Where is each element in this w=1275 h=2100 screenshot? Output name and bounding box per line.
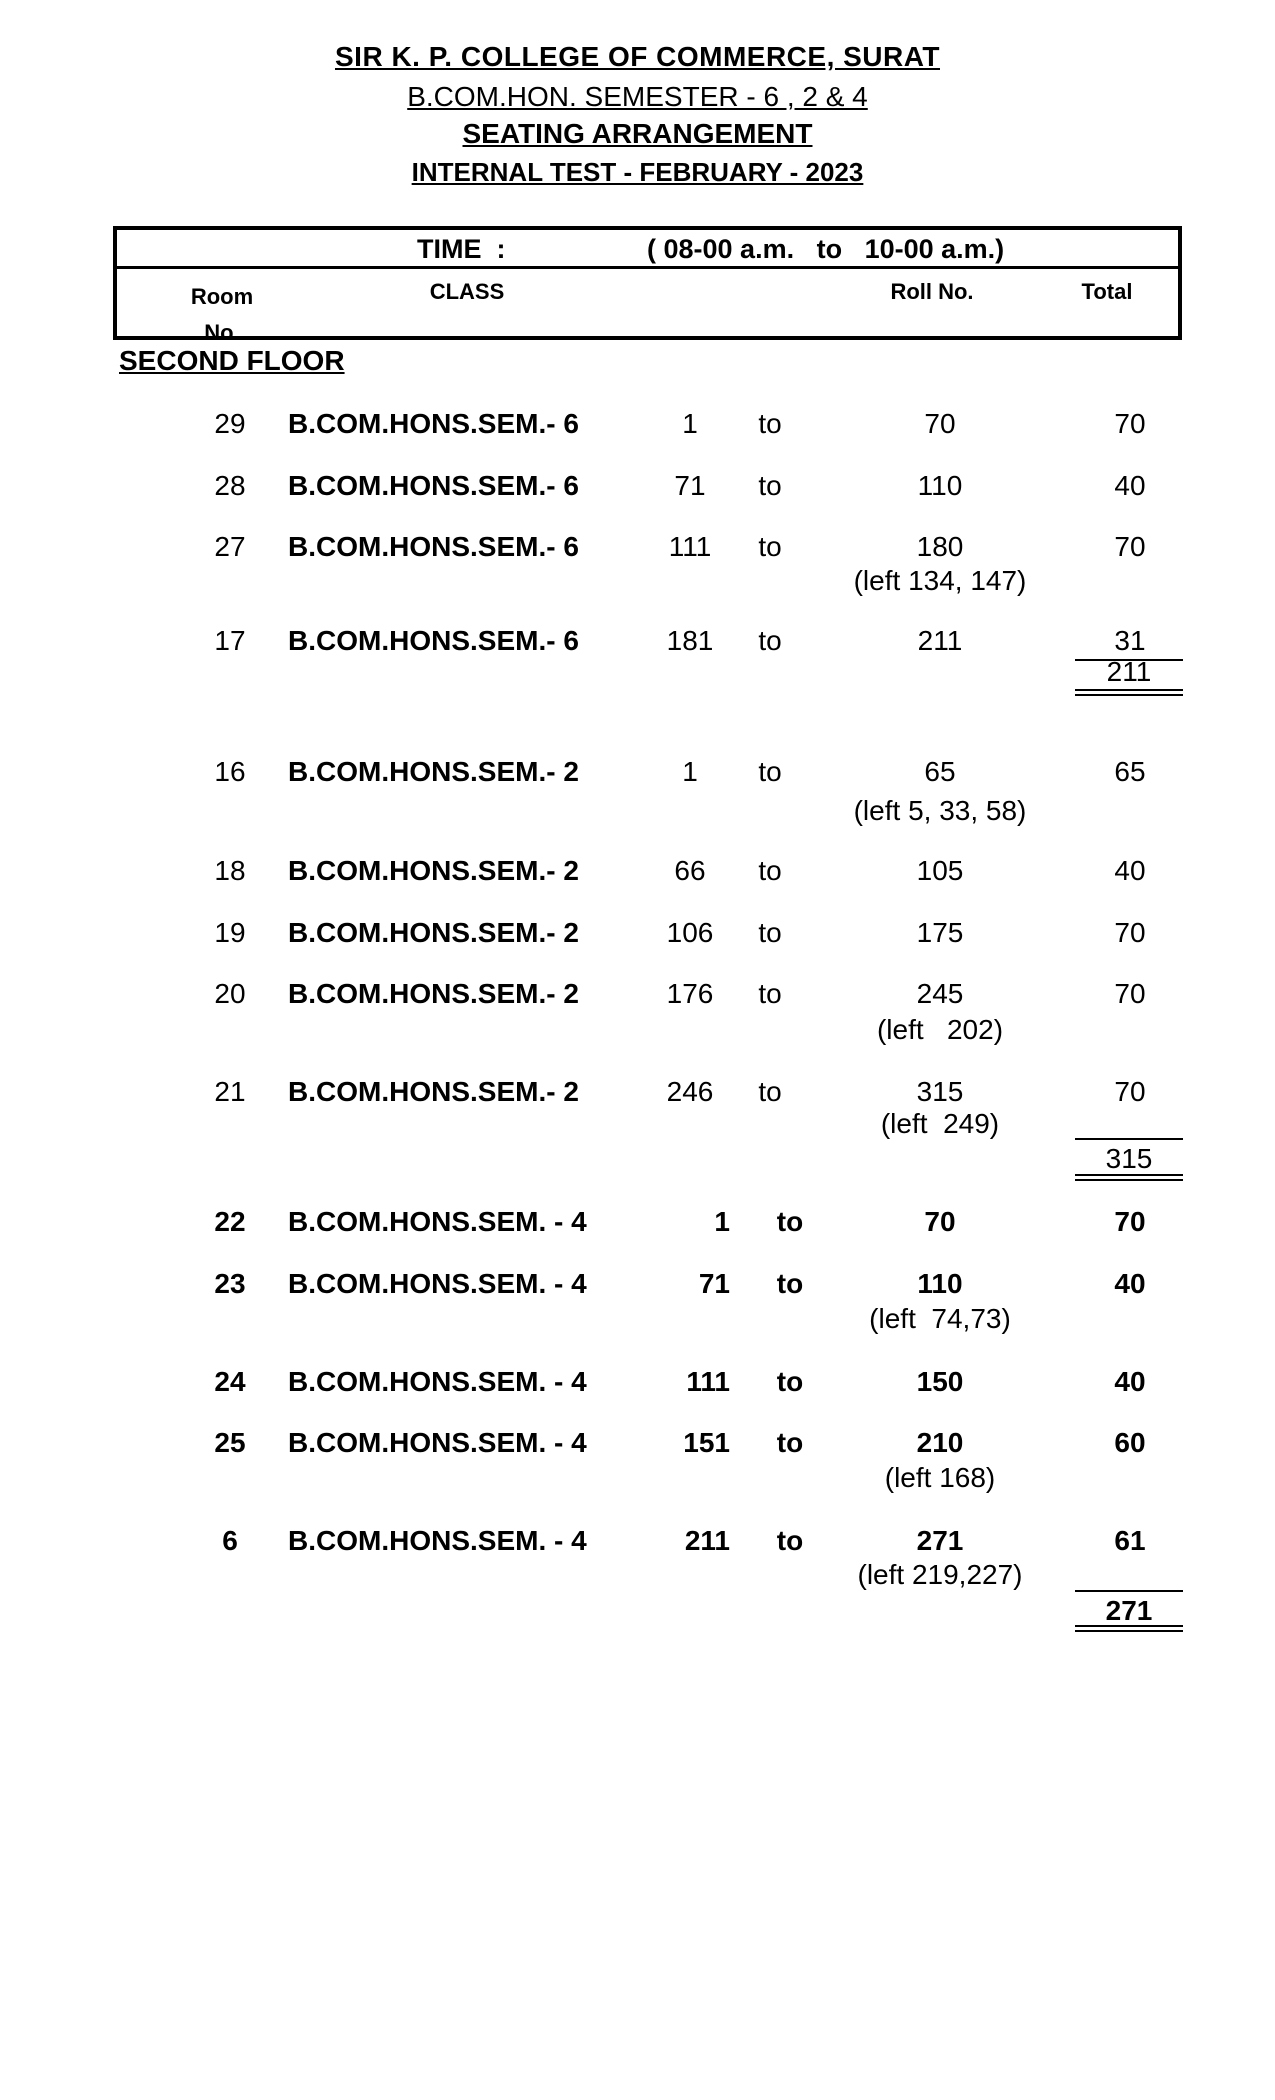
row-total: 40 (1114, 1268, 1146, 1299)
roll-to-word: to (776, 1206, 804, 1237)
roll-from: 71 (698, 1268, 730, 1299)
roll-till: 150 (916, 1366, 964, 1397)
time-label: TIME : (417, 234, 506, 264)
left-rolls-note: (left 134, 147) (853, 565, 1027, 596)
roll-till: 65 (924, 756, 956, 787)
class-name: B.COM.HONS.SEM.- 2 (288, 855, 579, 886)
left-rolls-note: (left 202) (876, 1014, 1004, 1045)
roll-till: 105 (916, 855, 964, 886)
row-total: 70 (1114, 978, 1146, 1009)
class-name: B.COM.HONS.SEM.- 6 (288, 408, 579, 439)
table-row (0, 1366, 1275, 1406)
left-rolls-note: (left 249) (880, 1108, 1000, 1139)
left-rolls-note: (left 74,73) (869, 1303, 1011, 1334)
table-row (0, 470, 1275, 510)
class-name: B.COM.HONS.SEM. - 4 (288, 1366, 587, 1397)
class-name: B.COM.HONS.SEM.- 6 (288, 531, 579, 562)
row-total: 70 (1114, 1206, 1146, 1237)
subtotal-line (1075, 1590, 1183, 1592)
room-number: 25 (214, 1427, 246, 1458)
left-rolls-note: (left 219,227) (857, 1559, 1023, 1590)
roll-to-word: to (776, 1268, 804, 1299)
subtotal-double-line (1075, 689, 1183, 696)
exam-title: INTERNAL TEST - FEBRUARY - 2023 (411, 157, 864, 187)
subtotal-double-line (1075, 1174, 1183, 1181)
roll-till: 110 (917, 1268, 963, 1299)
roll-from: 211 (684, 1525, 730, 1556)
roll-to-word: to (758, 978, 782, 1009)
subtotal-sem2: 315 (1105, 1143, 1153, 1174)
roll-to-word: to (758, 1076, 782, 1107)
roll-till: 70 (924, 1206, 956, 1237)
roll-from: 111 (686, 1366, 730, 1397)
roll-to-word: to (776, 1427, 804, 1458)
document-title: SEATING ARRANGEMENT (462, 118, 813, 149)
roll-from: 151 (683, 1427, 730, 1458)
row-total: 61 (1114, 1525, 1146, 1556)
roll-till: 110 (917, 470, 963, 501)
roll-from: 66 (674, 855, 706, 886)
column-header-class: CLASS (429, 279, 505, 304)
row-total: 40 (1114, 470, 1146, 501)
room-number: 23 (214, 1268, 246, 1299)
room-number: 22 (214, 1206, 246, 1237)
roll-till: 211 (917, 625, 963, 656)
table-row (0, 855, 1275, 895)
header-divider (117, 266, 1178, 269)
row-total: 40 (1114, 1366, 1146, 1397)
table-row (0, 1268, 1275, 1308)
class-name: B.COM.HONS.SEM.- 6 (288, 625, 579, 656)
roll-to-word: to (776, 1525, 804, 1556)
row-total: 70 (1114, 917, 1146, 948)
table-header-box (113, 226, 1182, 345)
table-row (0, 1427, 1275, 1467)
roll-from: 1 (714, 1206, 730, 1237)
roll-from: 181 (666, 625, 714, 656)
roll-till: 175 (916, 917, 964, 948)
row-total: 70 (1114, 1076, 1146, 1107)
roll-till: 70 (924, 408, 956, 439)
row-total: 70 (1114, 531, 1146, 562)
college-name: SIR K. P. COLLEGE OF COMMERCE, SURAT (334, 41, 940, 72)
subtotal-sem6: 211 (1106, 656, 1152, 687)
course-title: B.COM.HON. SEMESTER - 6 , 2 & 4 (407, 81, 868, 112)
subtotal-line (1075, 1138, 1183, 1140)
roll-to-word: to (776, 1366, 804, 1397)
room-number: 6 (222, 1525, 238, 1556)
class-name: B.COM.HONS.SEM.- 2 (288, 756, 579, 787)
column-header-room: Room No. (190, 284, 254, 345)
roll-to-word: to (758, 917, 782, 948)
roll-from: 111 (668, 531, 712, 562)
roll-till: 245 (916, 978, 964, 1009)
room-number: 29 (214, 408, 246, 439)
subtotal-sem4: 271 (1105, 1595, 1153, 1626)
roll-from: 71 (674, 470, 706, 501)
table-row (0, 917, 1275, 957)
left-rolls-note: (left 168) (884, 1462, 996, 1493)
table-row (0, 1206, 1275, 1246)
room-number: 24 (214, 1366, 246, 1397)
room-number: 27 (214, 531, 246, 562)
roll-to-word: to (758, 408, 782, 439)
roll-till: 210 (916, 1427, 964, 1458)
row-total: 65 (1114, 756, 1146, 787)
roll-till: 315 (916, 1076, 964, 1107)
class-name: B.COM.HONS.SEM.- 2 (288, 1076, 579, 1107)
row-total: 60 (1114, 1427, 1146, 1458)
class-name: B.COM.HONS.SEM. - 4 (288, 1206, 587, 1237)
roll-till: 180 (916, 531, 964, 562)
room-number: 18 (214, 855, 246, 886)
class-name: B.COM.HONS.SEM.- 2 (288, 978, 579, 1009)
roll-to-word: to (758, 470, 782, 501)
roll-from: 106 (666, 917, 714, 948)
left-rolls-note: (left 5, 33, 58) (853, 795, 1027, 826)
class-name: B.COM.HONS.SEM. - 4 (288, 1268, 587, 1299)
floor-label: SECOND FLOOR (119, 345, 345, 376)
roll-to-word: to (758, 531, 782, 562)
roll-from: 1 (682, 408, 698, 439)
roll-to-word: to (758, 756, 782, 787)
room-number: 16 (214, 756, 246, 787)
table-row (0, 978, 1275, 1018)
row-total: 70 (1114, 408, 1146, 439)
class-name: B.COM.HONS.SEM. - 4 (288, 1525, 587, 1556)
column-header-total: Total (1081, 279, 1133, 304)
roll-to-word: to (758, 625, 782, 656)
table-row (0, 756, 1275, 796)
roll-from: 246 (666, 1076, 714, 1107)
room-number: 28 (214, 470, 246, 501)
time-value: ( 08-00 a.m. to 10-00 a.m.) (647, 234, 1005, 264)
column-header-roll: Roll No. (890, 279, 974, 304)
class-name: B.COM.HONS.SEM. - 4 (288, 1427, 587, 1458)
class-name: B.COM.HONS.SEM.- 6 (288, 470, 579, 501)
room-number: 17 (214, 625, 246, 656)
subtotal-double-line (1075, 1625, 1183, 1632)
room-number: 20 (214, 978, 246, 1009)
row-total: 40 (1114, 855, 1146, 886)
roll-to-word: to (758, 855, 782, 886)
table-row (0, 408, 1275, 448)
class-name: B.COM.HONS.SEM.- 2 (288, 917, 579, 948)
row-total: 31 (1114, 625, 1146, 656)
roll-till: 271 (916, 1525, 964, 1556)
room-number: 21 (214, 1076, 246, 1107)
roll-from: 176 (666, 978, 714, 1009)
roll-from: 1 (682, 756, 698, 787)
room-number: 19 (214, 917, 246, 948)
